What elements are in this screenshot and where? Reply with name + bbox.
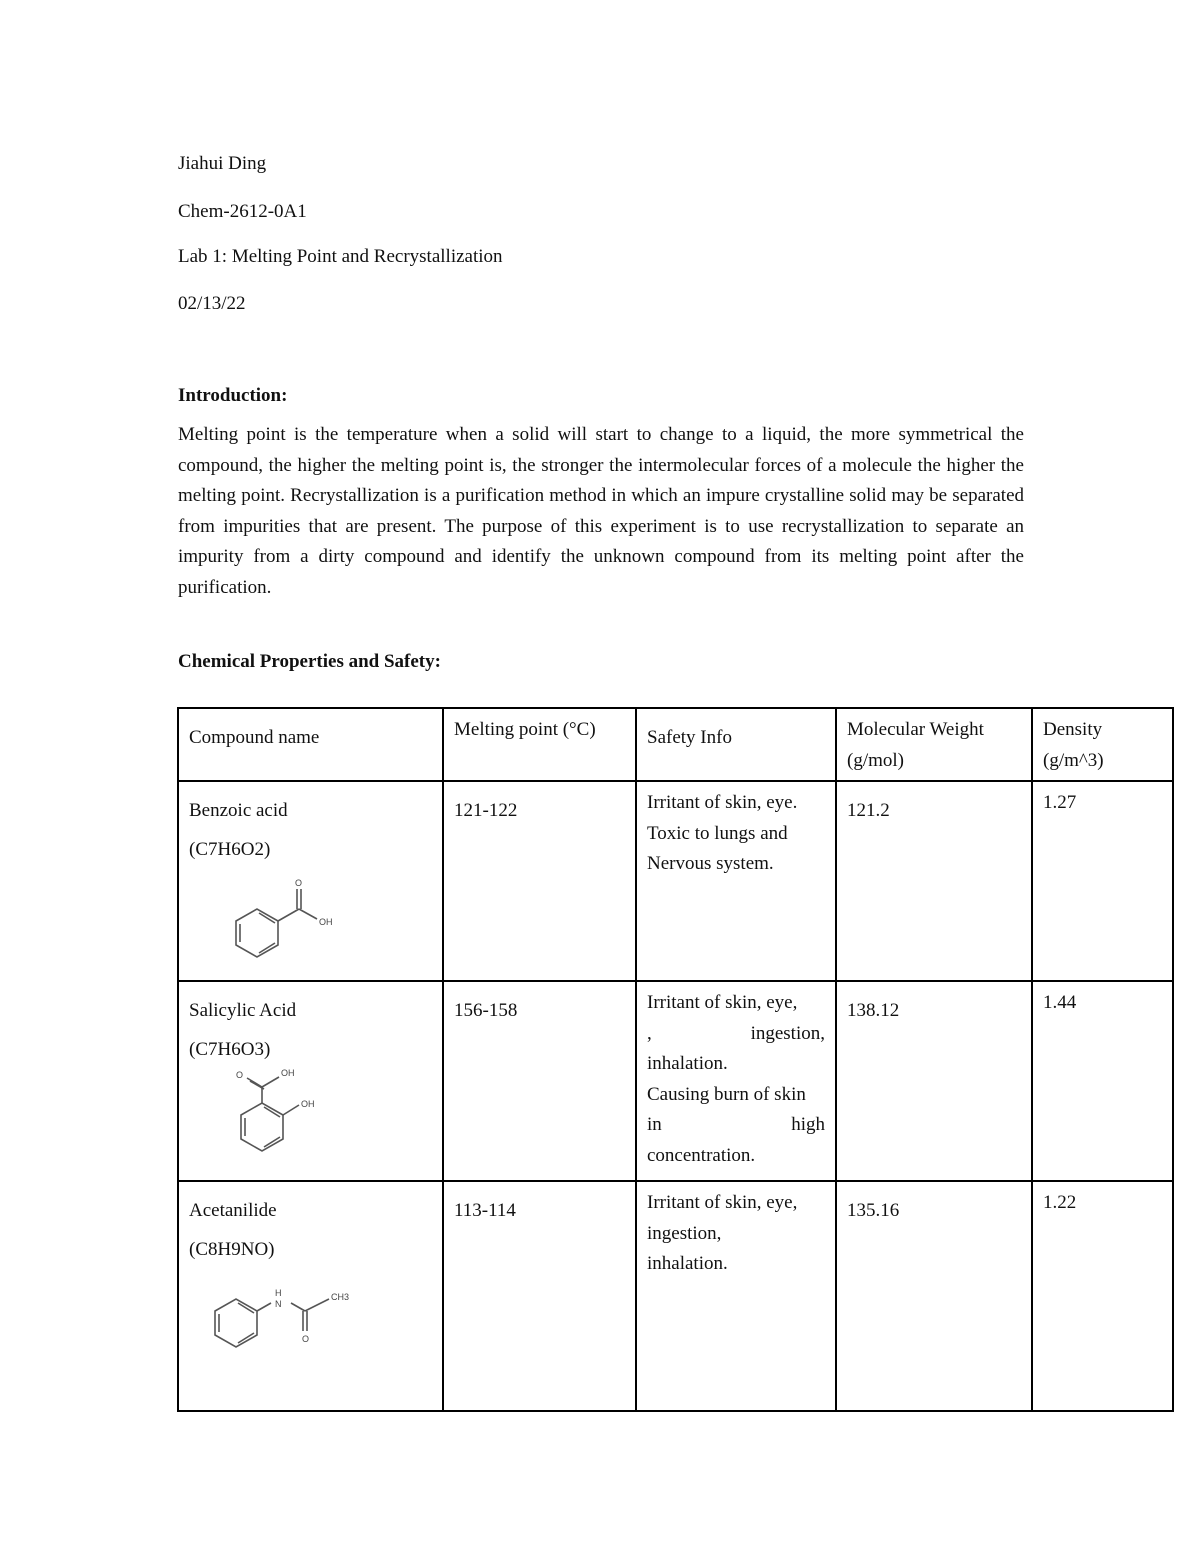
safety-line: Irritant of skin, eye. xyxy=(647,792,798,813)
melting-point-value: 156-158 xyxy=(454,1000,518,1021)
compound-formula: (C7H6O2) xyxy=(189,838,271,860)
header-safety-label: Safety Info xyxy=(647,727,732,748)
melting-point-cell xyxy=(443,781,636,981)
density-value: 1.22 xyxy=(1043,1192,1077,1213)
header-mw-line2: (g/mol) xyxy=(847,749,904,771)
safety-cell xyxy=(636,1181,836,1411)
safety-cell xyxy=(636,781,836,981)
compound-name: Acetanilide xyxy=(189,1200,277,1221)
structure-oxygen-label: O xyxy=(236,1070,244,1080)
safety-line: inhalation. xyxy=(647,1253,728,1274)
safety-line: ingestion, xyxy=(647,1222,722,1244)
molecular-weight-cell xyxy=(836,981,1032,1181)
author-name: Jiahui Ding xyxy=(178,153,267,174)
compound-cell xyxy=(178,981,443,1181)
properties-table xyxy=(177,707,1174,1412)
structure-hydroxyl-label: OH xyxy=(319,917,333,927)
density-value: 1.27 xyxy=(1043,792,1077,813)
header-compound-label: Compound name xyxy=(189,727,320,748)
safety-line: Nervous system. xyxy=(647,853,774,874)
lab-title: Lab 1: Melting Point and Recrystallization xyxy=(178,246,503,267)
compound-name: Benzoic acid xyxy=(189,800,288,821)
header-safety xyxy=(636,708,836,781)
properties-heading: Chemical Properties and Safety: xyxy=(178,651,441,672)
safety-line: concentration. xyxy=(647,1144,756,1166)
safety-line: in high xyxy=(647,1114,825,1135)
molecular-weight-cell xyxy=(836,781,1032,981)
density-value: 1.44 xyxy=(1043,992,1077,1013)
compound-cell xyxy=(178,1181,443,1411)
melting-point-value: 121-122 xyxy=(454,800,518,821)
structure-hydroxyl-label: OH xyxy=(301,1099,315,1109)
structure-methyl-label: CH3 xyxy=(331,1292,350,1302)
molecular-weight-value: 121.2 xyxy=(847,800,890,821)
structure-nitrogen-label: N xyxy=(275,1299,282,1309)
introduction-heading: Introduction: xyxy=(178,385,288,406)
melting-point-cell xyxy=(443,1181,636,1411)
header-melting-label: Melting point (°C) xyxy=(454,719,596,740)
report-date: 02/13/22 xyxy=(178,293,246,314)
header-mw xyxy=(836,708,1032,781)
compound-name: Salicylic Acid xyxy=(189,1000,297,1021)
salicylic-acid-structure xyxy=(189,1067,432,1157)
structure-oxygen-label: O xyxy=(302,1334,310,1344)
density-cell xyxy=(1032,981,1173,1181)
header-melting xyxy=(443,708,636,781)
safety-line: , ingestion, xyxy=(647,1022,825,1044)
density-cell xyxy=(1032,1181,1173,1411)
header-mw-line1: Molecular Weight xyxy=(847,719,984,740)
melting-point-value: 113-114 xyxy=(454,1200,516,1221)
table-row xyxy=(178,1181,1173,1411)
acetanilide-structure xyxy=(189,1287,432,1367)
safety-line: Causing burn of skin xyxy=(647,1083,806,1105)
header-density-line2: (g/m^3) xyxy=(1043,749,1104,771)
molecular-weight-value: 135.16 xyxy=(847,1200,900,1221)
structure-hydroxyl-label: OH xyxy=(281,1068,295,1078)
structure-oxygen-label: O xyxy=(295,878,303,888)
safety-line: Toxic to lungs and xyxy=(647,822,788,844)
safety-cell xyxy=(636,981,836,1181)
safety-line: Irritant of skin, eye, xyxy=(647,992,798,1013)
molecular-weight-value: 138.12 xyxy=(847,1000,900,1021)
density-cell xyxy=(1032,781,1173,981)
table-header-row xyxy=(178,708,1173,781)
table-row xyxy=(178,781,1173,981)
compound-formula: (C7H6O3) xyxy=(189,1038,271,1060)
molecular-weight-cell xyxy=(836,1181,1032,1411)
course-code: Chem-2612-0A1 xyxy=(178,201,307,222)
table-row xyxy=(178,981,1173,1181)
introduction-body: Melting point is the temperature when a solid will start to change to a liquid, the more symmetrical the compound, the higher the melting point is, the stronger the intermolecular forces of a molecule the higher the melting point. Recrystallization is a purification method in which an impure crystalline solid may be separated from impurities that are present. The purpose of this experiment is to use recrystallization to separate an impurity from a dirty compound and identify the unknown compound from its melting point after the purification. xyxy=(178,424,1024,598)
melting-point-cell xyxy=(443,981,636,1181)
compound-formula: (C8H9NO) xyxy=(189,1238,275,1260)
benzoic-acid-structure xyxy=(189,871,432,966)
compound-cell xyxy=(178,781,443,981)
safety-line: Irritant of skin, eye, xyxy=(647,1192,798,1213)
header-density xyxy=(1032,708,1173,781)
safety-line: inhalation. xyxy=(647,1053,728,1074)
structure-hydrogen-label: H xyxy=(275,1288,282,1298)
header-density-line1: Density xyxy=(1043,719,1103,740)
header-compound xyxy=(178,708,443,781)
